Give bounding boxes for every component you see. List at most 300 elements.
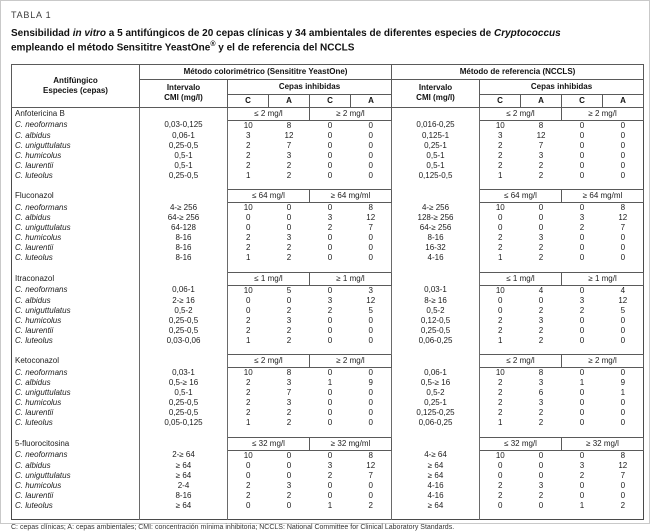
cmi-interval-colorimetric: 0,05-0,125 xyxy=(140,418,228,428)
cmi-interval-colorimetric: 64-128 xyxy=(140,223,228,233)
inhibited-count: 0 xyxy=(327,130,333,140)
species-name: C. neoformans xyxy=(12,285,140,296)
inhibited-count: 0 xyxy=(579,388,585,398)
inhibited-count: 1 xyxy=(246,253,251,263)
inhibited-count: 0 xyxy=(327,285,333,295)
inhibited-count: 0 xyxy=(351,388,392,398)
species-name: C. humicolus xyxy=(12,398,140,408)
spacer-cell xyxy=(480,263,521,272)
spacer-cell xyxy=(603,181,644,190)
inhibited-count: 0 xyxy=(579,368,585,378)
inhibited-count: 2 xyxy=(327,223,333,233)
inhibited-count: 3 xyxy=(286,378,292,388)
spacer-cell xyxy=(310,181,351,190)
inhibited-count: 0 xyxy=(579,243,585,253)
inhibited-count: 8 xyxy=(286,120,292,130)
species-row xyxy=(12,491,644,501)
header-col-c: C xyxy=(310,94,351,107)
header-col-a: A xyxy=(603,94,644,107)
inhibited-count: 0 xyxy=(286,295,292,305)
antifungal-name: 5-fluorocitosina xyxy=(12,437,140,450)
inhibited-count: 0 xyxy=(620,325,626,335)
inhibited-count: 0 xyxy=(538,213,544,223)
spacer-cell xyxy=(392,181,480,190)
table-caption xyxy=(11,27,603,55)
table-footnote: C: cepas clínicas; A: cepas ambientales; CMI: concentración mínima inhibitoria; NCCLS: National Committee for Clinical Laboratory Standards. xyxy=(11,524,455,531)
spacer-cell xyxy=(228,428,269,437)
table-label: TABLA 1 xyxy=(11,10,52,20)
spacer-cell xyxy=(603,346,644,355)
inhibited-count: 0 xyxy=(620,160,626,170)
inhibited-count: 2 xyxy=(538,170,544,180)
species-row xyxy=(12,120,644,131)
species-row xyxy=(12,336,644,346)
cmi-interval-reference: 8-16 xyxy=(392,233,480,243)
inhibited-count: 10 xyxy=(495,368,505,378)
inhibited-count: 3 xyxy=(246,130,251,140)
species-row xyxy=(12,296,644,306)
species-row xyxy=(12,285,644,296)
header-col-a: A xyxy=(351,94,392,107)
caption-text: y el de referencia del NCCLS xyxy=(215,42,355,54)
cmi-interval-reference: 0,06-1 xyxy=(392,368,480,379)
spacer-cell xyxy=(562,263,603,272)
cmi-interval-colorimetric: 0,06-1 xyxy=(140,285,228,296)
species-name: C. laurentii xyxy=(12,491,140,501)
spacer-cell xyxy=(562,346,603,355)
inhibited-count: 2 xyxy=(620,500,626,510)
inhibited-count: 0 xyxy=(327,203,333,213)
inhibited-count: 0 xyxy=(620,243,626,253)
inhibited-count: 0 xyxy=(620,170,626,180)
inhibited-count: 0 xyxy=(579,285,585,295)
inhibited-count: 12 xyxy=(618,213,628,223)
inhibited-count: 1 xyxy=(579,378,585,388)
species-name: C. neoformans xyxy=(12,368,140,379)
inhibited-count: 0 xyxy=(327,408,333,418)
inhibited-count: 0 xyxy=(351,326,392,336)
cmi-interval-reference: 0,5-1 xyxy=(392,151,480,161)
inhibited-count: 5 xyxy=(351,306,392,316)
inhibited-count: 0 xyxy=(351,316,392,326)
inhibited-count: 0 xyxy=(327,490,333,500)
inhibited-count: 10 xyxy=(495,203,505,213)
threshold-high-reference: ≥ 32 mg/l xyxy=(562,437,644,450)
spacer-cell xyxy=(228,263,269,272)
species-row xyxy=(12,141,644,151)
antifungal-group-row xyxy=(12,437,644,450)
inhibited-count: 0 xyxy=(286,500,292,510)
header-especies-label: Especies (cepas) xyxy=(43,85,108,95)
inhibited-count: 2 xyxy=(498,150,503,160)
cmi-interval-colorimetric: 0,25-0,5 xyxy=(140,408,228,418)
inhibited-count: 0 xyxy=(579,418,585,428)
inhibited-count: 10 xyxy=(495,450,505,460)
inhibited-count: 0 xyxy=(246,305,251,315)
inhibited-count: 8 xyxy=(286,368,292,378)
inhibited-count: 2 xyxy=(246,480,251,490)
header-antifungal-species xyxy=(12,64,140,107)
spacer-cell xyxy=(392,428,480,437)
inhibited-count: 8 xyxy=(538,120,544,130)
cmi-interval-colorimetric: 64-≥ 256 xyxy=(140,213,228,223)
threshold-high-reference: ≥ 2 mg/l xyxy=(562,107,644,120)
species-row xyxy=(12,316,644,326)
inhibited-count: 0 xyxy=(579,253,585,263)
caption-text: Sensibilidad xyxy=(11,28,73,39)
inhibited-count: 2 xyxy=(246,325,251,335)
spacer-cell xyxy=(562,428,603,437)
species-row xyxy=(12,461,644,471)
inhibited-count: 12 xyxy=(618,295,628,305)
cmi-interval-reference: 0,016-0,25 xyxy=(392,120,480,131)
inhibited-count: 3 xyxy=(286,233,292,243)
inhibited-count: 1 xyxy=(498,253,503,263)
inhibited-count: 2 xyxy=(286,170,292,180)
inhibited-count: 7 xyxy=(286,140,292,150)
species-row xyxy=(12,450,644,461)
cmi-interval-colorimetric: 0,03-0,125 xyxy=(140,120,228,131)
cmi-interval-reference: 4-16 xyxy=(392,253,480,263)
inhibited-count: 0 xyxy=(351,408,392,418)
species-name: C. albidus xyxy=(12,213,140,223)
species-row xyxy=(12,418,644,428)
cmi-interval-reference: 0,03-1 xyxy=(392,285,480,296)
inhibited-count: 0 xyxy=(579,450,585,460)
spacer-cell xyxy=(351,511,392,520)
cmi-interval-colorimetric: 0,25-0,5 xyxy=(140,141,228,151)
group-spacer-row xyxy=(12,428,644,437)
inhibited-count: 8 xyxy=(620,450,626,460)
cmi-interval-colorimetric: 8-16 xyxy=(140,253,228,263)
spacer-cell xyxy=(269,428,310,437)
antifungal-name: Fluconazol xyxy=(12,190,140,203)
species-name: C. uniguttulatus xyxy=(12,223,140,233)
cmi-interval-reference: 0,06-0,25 xyxy=(392,336,480,346)
spacer-cell xyxy=(351,263,392,272)
header-antifungal-label: Antifúngico xyxy=(53,75,98,85)
inhibited-count: 10 xyxy=(243,120,253,130)
inhibited-count: 0 xyxy=(286,213,292,223)
threshold-low-colorimetric: ≤ 2 mg/l xyxy=(228,107,310,120)
empty-interval-cell xyxy=(140,107,228,120)
inhibited-count: 3 xyxy=(327,213,333,223)
cmi-interval-colorimetric: 0,5-2 xyxy=(140,306,228,316)
inhibited-count: 0 xyxy=(327,243,333,253)
spacer-cell xyxy=(12,346,140,355)
inhibited-count: 0 xyxy=(498,460,503,470)
cmi-interval-reference: 4-16 xyxy=(392,481,480,491)
interval-label-line2: CMI (mg/l) xyxy=(416,93,455,103)
inhibited-count: 3 xyxy=(579,460,585,470)
cmi-interval-reference: 4-≥ 256 xyxy=(392,203,480,214)
inhibited-count: 0 xyxy=(351,120,392,131)
inhibited-count: 2 xyxy=(246,490,251,500)
inhibited-count: 2 xyxy=(246,140,251,150)
inhibited-count: 0 xyxy=(498,305,503,315)
inhibited-count: 12 xyxy=(618,460,628,470)
cmi-interval-colorimetric: 2-≥ 16 xyxy=(140,296,228,306)
species-name: C. uniguttulatus xyxy=(12,306,140,316)
inhibited-count: 0 xyxy=(620,315,626,325)
inhibited-count: 1 xyxy=(246,335,251,345)
inhibited-count: 0 xyxy=(620,233,626,243)
inhibited-count: 0 xyxy=(327,450,333,460)
cmi-interval-colorimetric: 4-≥ 256 xyxy=(140,203,228,214)
inhibited-count: 3 xyxy=(538,480,544,490)
inhibited-count: 0 xyxy=(538,450,544,460)
inhibited-count: 2 xyxy=(538,160,544,170)
species-name: C. laurentii xyxy=(12,243,140,253)
inhibited-count: 0 xyxy=(327,398,333,408)
species-row xyxy=(12,233,644,243)
antifungal-name: Ketoconazol xyxy=(12,355,140,368)
document-page xyxy=(1,1,649,531)
inhibited-count: 5 xyxy=(620,305,626,315)
cmi-interval-colorimetric: 0,5-1 xyxy=(140,388,228,398)
inhibited-count: 0 xyxy=(579,160,585,170)
species-name: C. uniguttulatus xyxy=(12,388,140,398)
header-col-c: C xyxy=(480,94,521,107)
inhibited-count: 2 xyxy=(246,378,251,388)
species-name: C. luteolus xyxy=(12,171,140,181)
inhibited-count: 3 xyxy=(498,130,503,140)
inhibited-count: 2 xyxy=(538,305,544,315)
inhibited-count: 12 xyxy=(351,213,392,223)
inhibited-count: 2 xyxy=(246,243,251,253)
cmi-interval-reference: 0,125-1 xyxy=(392,131,480,141)
caption-italic-in-vitro: in vitro xyxy=(72,28,107,39)
inhibited-count: 7 xyxy=(351,471,392,481)
species-row xyxy=(12,408,644,418)
spacer-cell xyxy=(480,346,521,355)
inhibited-count: 2 xyxy=(327,305,333,315)
cmi-interval-reference: 0,25-1 xyxy=(392,398,480,408)
species-row xyxy=(12,306,644,316)
spacer-cell xyxy=(521,428,562,437)
antifungal-group-row xyxy=(12,190,644,203)
inhibited-count: 2 xyxy=(286,160,292,170)
species-name: C. luteolus xyxy=(12,253,140,263)
species-row xyxy=(12,501,644,511)
inhibited-count: 0 xyxy=(579,398,585,408)
inhibited-count: 0 xyxy=(620,408,626,418)
threshold-high-reference: ≥ 1 mg/l xyxy=(562,272,644,285)
cmi-interval-reference: 0,5-1 xyxy=(392,161,480,171)
inhibited-count: 0 xyxy=(620,140,626,150)
inhibited-count: 2 xyxy=(498,378,503,388)
inhibited-count: 7 xyxy=(286,388,292,398)
inhibited-count: 0 xyxy=(579,120,585,130)
cmi-interval-reference: 0,125-0,25 xyxy=(392,408,480,418)
header-inhibited-reference: Cepas inhibidas xyxy=(480,79,644,94)
inhibited-count: 0 xyxy=(327,140,333,150)
threshold-high-colorimetric: ≥ 1 mg/l xyxy=(310,272,392,285)
species-row xyxy=(12,388,644,398)
caption-text: a 5 antifúngicos de 20 cepas clínicas y 34 ambientales de diferentes especies de xyxy=(106,28,494,39)
inhibited-count: 10 xyxy=(243,450,253,460)
inhibited-count: 2 xyxy=(538,418,544,428)
inhibited-count: 2 xyxy=(286,408,292,418)
inhibited-count: 0 xyxy=(498,213,503,223)
inhibited-count: 0 xyxy=(620,368,626,378)
inhibited-count: 0 xyxy=(498,223,503,233)
species-row xyxy=(12,243,644,253)
inhibited-count: 2 xyxy=(538,325,544,335)
inhibited-count: 8 xyxy=(351,203,392,214)
table-body xyxy=(12,107,644,520)
inhibited-count: 0 xyxy=(579,315,585,325)
inhibited-count: 2 xyxy=(246,408,251,418)
group-spacer-row xyxy=(12,263,644,272)
spacer-cell xyxy=(603,511,644,520)
inhibited-count: 1 xyxy=(327,500,333,510)
inhibited-count: 0 xyxy=(351,336,392,346)
inhibited-count: 3 xyxy=(351,285,392,296)
inhibited-count: 3 xyxy=(579,295,585,305)
cmi-interval-colorimetric: 0,03-1 xyxy=(140,368,228,379)
cmi-interval-reference: 8-≥ 16 xyxy=(392,296,480,306)
inhibited-count: 3 xyxy=(538,315,544,325)
cmi-interval-reference: 0,125-0,5 xyxy=(392,171,480,181)
antifungal-name: Itraconazol xyxy=(12,272,140,285)
species-row xyxy=(12,368,644,379)
inhibited-count: 2 xyxy=(351,501,392,511)
species-name: C. humicolus xyxy=(12,233,140,243)
empty-interval-cell xyxy=(140,190,228,203)
inhibited-count: 0 xyxy=(351,233,392,243)
threshold-high-reference: ≥ 64 mg/ml xyxy=(562,190,644,203)
inhibited-count: 2 xyxy=(498,233,503,243)
threshold-low-reference: ≤ 32 mg/l xyxy=(480,437,562,450)
group-spacer-row xyxy=(12,346,644,355)
inhibited-count: 2 xyxy=(246,315,251,325)
species-row xyxy=(12,131,644,141)
spacer-cell xyxy=(228,181,269,190)
inhibited-count: 0 xyxy=(327,388,333,398)
cmi-interval-reference: 0,25-1 xyxy=(392,141,480,151)
header-method-colorimetric: Método colorimétrico (Sensititre YeastOne) xyxy=(140,64,392,79)
spacer-cell xyxy=(269,263,310,272)
cmi-interval-colorimetric: ≥ 64 xyxy=(140,461,228,471)
inhibited-count: 0 xyxy=(579,480,585,490)
cmi-interval-colorimetric: ≥ 64 xyxy=(140,471,228,481)
inhibited-count: 0 xyxy=(327,170,333,180)
cmi-interval-colorimetric: 2-≥ 64 xyxy=(140,450,228,461)
species-row xyxy=(12,253,644,263)
inhibited-count: 0 xyxy=(246,295,251,305)
inhibited-count: 0 xyxy=(620,130,626,140)
inhibited-count: 9 xyxy=(620,378,626,388)
species-name: C. albidus xyxy=(12,296,140,306)
inhibited-count: 2 xyxy=(327,470,333,480)
species-name: C. uniguttulatus xyxy=(12,141,140,151)
inhibited-count: 0 xyxy=(620,253,626,263)
spacer-cell xyxy=(310,346,351,355)
inhibited-count: 12 xyxy=(351,296,392,306)
header-col-a: A xyxy=(269,94,310,107)
inhibited-count: 0 xyxy=(579,170,585,180)
header-interval-colorimetric xyxy=(140,79,228,107)
inhibited-count: 0 xyxy=(351,161,392,171)
inhibited-count: 2 xyxy=(538,408,544,418)
species-row xyxy=(12,481,644,491)
inhibited-count: 2 xyxy=(498,388,503,398)
inhibited-count: 7 xyxy=(620,470,626,480)
inhibited-count: 2 xyxy=(538,490,544,500)
spacer-cell xyxy=(12,428,140,437)
spacer-cell xyxy=(351,181,392,190)
inhibited-count: 1 xyxy=(327,378,333,388)
inhibited-count: 0 xyxy=(351,398,392,408)
inhibited-count: 2 xyxy=(286,305,292,315)
inhibited-count: 0 xyxy=(620,150,626,160)
inhibited-count: 0 xyxy=(538,295,544,305)
spacer-cell xyxy=(480,181,521,190)
inhibited-count: 0 xyxy=(327,315,333,325)
cmi-interval-colorimetric: 0,03-0,06 xyxy=(140,336,228,346)
species-name: C. luteolus xyxy=(12,501,140,511)
spacer-cell xyxy=(392,346,480,355)
inhibited-count: 2 xyxy=(498,325,503,335)
species-name: C. humicolus xyxy=(12,316,140,326)
inhibited-count: 2 xyxy=(498,243,503,253)
inhibited-count: 0 xyxy=(286,203,292,213)
inhibited-count: 0 xyxy=(620,480,626,490)
inhibited-count: 0 xyxy=(579,233,585,243)
header-col-a: A xyxy=(521,94,562,107)
spacer-cell xyxy=(140,511,228,520)
inhibited-count: 0 xyxy=(538,460,544,470)
inhibited-count: 2 xyxy=(538,253,544,263)
cmi-interval-colorimetric: 0,25-0,5 xyxy=(140,326,228,336)
inhibited-count: 5 xyxy=(286,285,292,295)
inhibited-count: 3 xyxy=(286,480,292,490)
species-row xyxy=(12,471,644,481)
spacer-cell xyxy=(480,428,521,437)
cmi-interval-colorimetric: 2-4 xyxy=(140,481,228,491)
spacer-cell xyxy=(392,263,480,272)
inhibited-count: 2 xyxy=(286,418,292,428)
header-inhibited-colorimetric: Cepas inhibidas xyxy=(228,79,392,94)
spacer-cell xyxy=(603,263,644,272)
inhibited-count: 10 xyxy=(495,120,505,130)
cmi-interval-reference: 4-≥ 64 xyxy=(392,450,480,461)
species-name: C. neoformans xyxy=(12,450,140,461)
cmi-interval-reference: 16-32 xyxy=(392,243,480,253)
cmi-interval-colorimetric: 0,5-1 xyxy=(140,151,228,161)
inhibited-count: 1 xyxy=(498,418,503,428)
inhibited-count: 1 xyxy=(620,388,626,398)
spacer-cell xyxy=(521,181,562,190)
caption-text: empleando el método Sensititre YeastOne xyxy=(11,42,211,54)
inhibited-count: 7 xyxy=(351,223,392,233)
caption-italic-cryptococcus: Cryptococcus xyxy=(494,28,561,39)
species-name: C. albidus xyxy=(12,378,140,388)
species-row xyxy=(12,213,644,223)
inhibited-count: 0 xyxy=(351,491,392,501)
cmi-interval-colorimetric: 0,5-≥ 16 xyxy=(140,378,228,388)
inhibited-count: 0 xyxy=(620,418,626,428)
inhibited-count: 0 xyxy=(351,368,392,379)
inhibited-count: 2 xyxy=(538,335,544,345)
inhibited-count: 0 xyxy=(351,481,392,491)
cmi-interval-reference: 0,5-≥ 16 xyxy=(392,378,480,388)
cmi-interval-colorimetric: 8-16 xyxy=(140,233,228,243)
inhibited-count: 1 xyxy=(246,418,251,428)
species-row xyxy=(12,151,644,161)
inhibited-count: 0 xyxy=(620,335,626,345)
